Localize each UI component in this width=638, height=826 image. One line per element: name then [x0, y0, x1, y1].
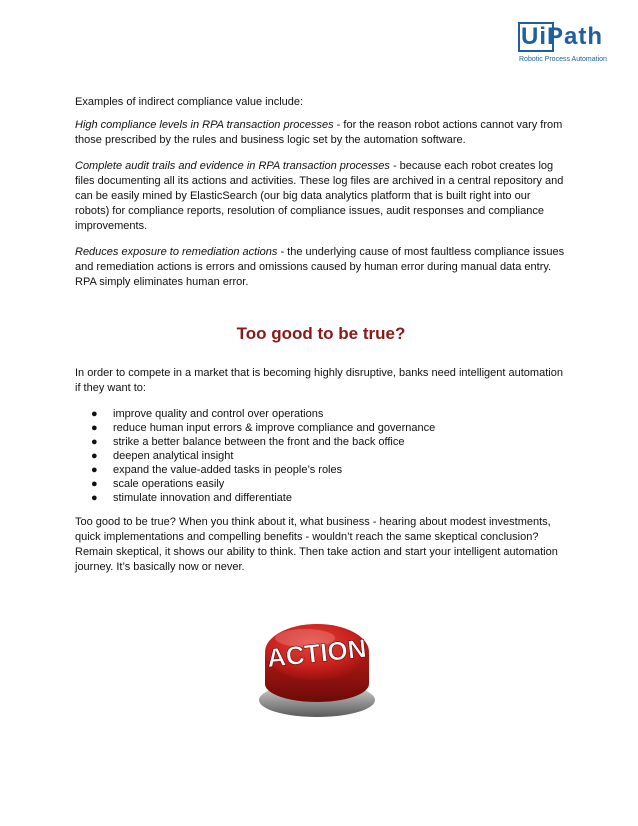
bullet-icon: ●	[91, 464, 98, 476]
list-item-text: strike a better balance between the front and the back office	[113, 436, 405, 448]
bullet-icon: ●	[91, 408, 98, 420]
list-item	[91, 435, 567, 449]
item-lead: High compliance levels in RPA transaction processes	[75, 119, 334, 131]
lead-paragraph: In order to compete in a market that is becoming highly disruptive, banks need intelligent automation if they want to:	[75, 367, 563, 394]
list-item	[91, 477, 567, 491]
intro-paragraph: Examples of indirect compliance value include:	[75, 96, 304, 108]
item-text: - for the reason robot actions cannot vary from those prescribed by the rules and business logic set by the automation software.	[75, 119, 563, 146]
closing-paragraph: Too good to be true? When you think about it, what business - hearing about modest investments, quick implementations and compelling benefits - wouldn’t reach the same skeptical conclusion? Remain skeptical, it shows our ability to think. Then take action and start your intelligent automation journey. It’s basically now or never.	[75, 516, 558, 573]
logo-wordmark: UiPath	[521, 23, 604, 50]
list-item-text: expand the value-added tasks in people’s roles	[113, 464, 343, 476]
list-item	[91, 407, 567, 421]
bullet-icon: ●	[91, 450, 98, 462]
bullet-icon: ●	[91, 478, 98, 490]
section-heading: Too good to be true?	[236, 324, 406, 343]
compliance-item-1	[75, 118, 567, 148]
action-button-graphic	[255, 610, 379, 720]
document-body	[75, 95, 567, 586]
bullet-icon: ●	[91, 422, 98, 434]
compliance-item-2	[75, 159, 567, 234]
item-text: - the underlying cause of most faultless compliance issues and remediation actions is errors and omissions caused by human error during manual data entry. RPA simply eliminates human error.	[75, 246, 565, 288]
bullet-list	[75, 407, 567, 505]
action-button-image	[255, 610, 379, 720]
bullet-icon: ●	[91, 492, 98, 504]
list-item	[91, 491, 567, 505]
list-item-text: scale operations easily	[113, 478, 225, 490]
logo-tagline: Robotic Process Automation	[519, 56, 607, 63]
compliance-item-3	[75, 245, 567, 290]
list-item-text: reduce human input errors & improve compliance and governance	[113, 422, 436, 434]
item-lead: Complete audit trails and evidence in RPA transaction processes	[75, 160, 390, 172]
button-label: ACTION	[265, 632, 368, 674]
bullet-icon: ●	[91, 436, 98, 448]
list-item	[91, 449, 567, 463]
item-text: - because each robot creates log files documenting all its actions and activities. These log files are archived in a central repository and can be easily mined by ElasticSearch (our big data analytics platform that is built right into our robots) for compliance reports, resolution of compliance issues, audit responses and compliance improvements.	[75, 160, 564, 232]
list-item-text: stimulate innovation and differentiate	[113, 492, 292, 504]
list-item-text: improve quality and control over operations	[113, 408, 324, 420]
list-item	[91, 463, 567, 477]
uipath-logo	[518, 22, 622, 68]
list-item-text: deepen analytical insight	[113, 450, 234, 462]
list-item	[91, 421, 567, 435]
item-lead: Reduces exposure to remediation actions	[75, 246, 278, 258]
